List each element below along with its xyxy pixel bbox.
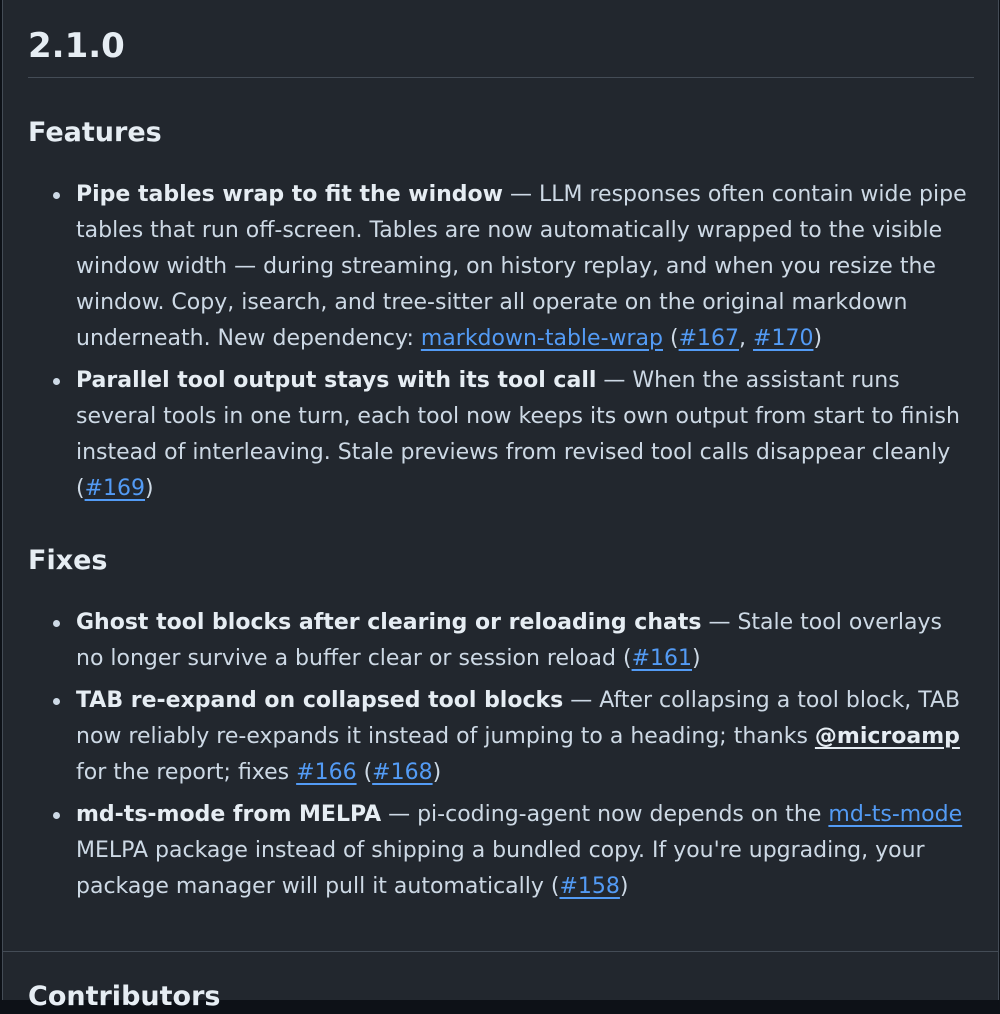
item-text: MELPA package instead of shipping a bundled copy. If you're upgrading, your package manager will pull it automatically ( <box>76 838 925 899</box>
contributors-heading: Contributors <box>28 981 221 1012</box>
item-title: md-ts-mode from MELPA <box>76 802 382 827</box>
issue-link-168[interactable]: #168 <box>372 760 433 785</box>
fixes-heading: Fixes <box>28 545 108 576</box>
issue-link-169[interactable]: #169 <box>84 476 146 501</box>
user-mention-link[interactable]: @microamp <box>814 724 960 749</box>
item-title: TAB re-expand on collapsed tool blocks <box>76 688 564 713</box>
md-ts-mode-link[interactable]: md-ts-mode <box>828 802 963 827</box>
features-heading: Features <box>28 117 162 148</box>
punctuation: ) <box>813 326 823 351</box>
issue-link-167[interactable]: #167 <box>678 326 740 351</box>
markdown-table-wrap-link[interactable]: markdown-table-wrap <box>420 326 663 351</box>
item-text: — After collapsing a tool block, TAB now reliably re-expands it instead of jumping to a heading; thanks <box>76 688 961 749</box>
punctuation: ) <box>145 476 154 501</box>
item-title: Ghost tool blocks after clearing or reloading chats <box>76 610 702 635</box>
punctuation: ( <box>663 326 679 351</box>
item-text: — Stale tool overlays no longer survive a buffer clear or session reload ( <box>76 610 942 671</box>
punctuation: ( <box>356 760 373 785</box>
issue-link-161[interactable]: #161 <box>631 646 693 671</box>
bullet-icon <box>53 698 60 705</box>
features-list <box>28 177 974 513</box>
list-item <box>28 177 974 357</box>
item-text: — pi-coding-agent now depends on the <box>381 802 829 827</box>
release-version-heading: 2.1.0 <box>28 0 974 78</box>
list-item <box>28 683 974 791</box>
punctuation: , <box>739 326 754 351</box>
item-text: — When the assistant runs several tools in one turn, each tool now keeps its own output from start to finish instead of interleaving. Stale previews from revised tool calls disappear cleanly ( <box>76 368 960 501</box>
release-body <box>28 0 974 899</box>
item-title: Pipe tables wrap to fit the window <box>76 182 503 207</box>
item-text: for the report; fixes <box>76 760 297 785</box>
list-item <box>28 797 974 905</box>
release-notes-panel <box>2 0 999 1012</box>
issue-link-170[interactable]: #170 <box>753 326 814 351</box>
bullet-icon <box>53 192 60 199</box>
bullet-icon <box>53 620 60 627</box>
punctuation: ) <box>432 760 442 785</box>
item-title: Parallel tool output stays with its tool call <box>76 368 597 393</box>
issue-link-158[interactable]: #158 <box>559 874 620 899</box>
fixes-list <box>28 605 974 911</box>
bullet-icon <box>53 812 60 819</box>
item-text: — LLM responses often contain wide pipe tables that run off-screen. Tables are now automatically wrapped to the visible window width — during streaming, on history replay, and when you resize the window. Copy, isearch, and tree-sitter all operate on the original markdown underneath. New dependency: <box>76 182 967 351</box>
bullet-icon <box>53 378 60 385</box>
issue-link-166[interactable]: #166 <box>296 760 357 785</box>
section-divider <box>3 951 998 952</box>
list-item <box>28 605 974 677</box>
punctuation: ) <box>692 646 701 671</box>
punctuation: ) <box>619 874 629 899</box>
list-item <box>28 363 974 507</box>
